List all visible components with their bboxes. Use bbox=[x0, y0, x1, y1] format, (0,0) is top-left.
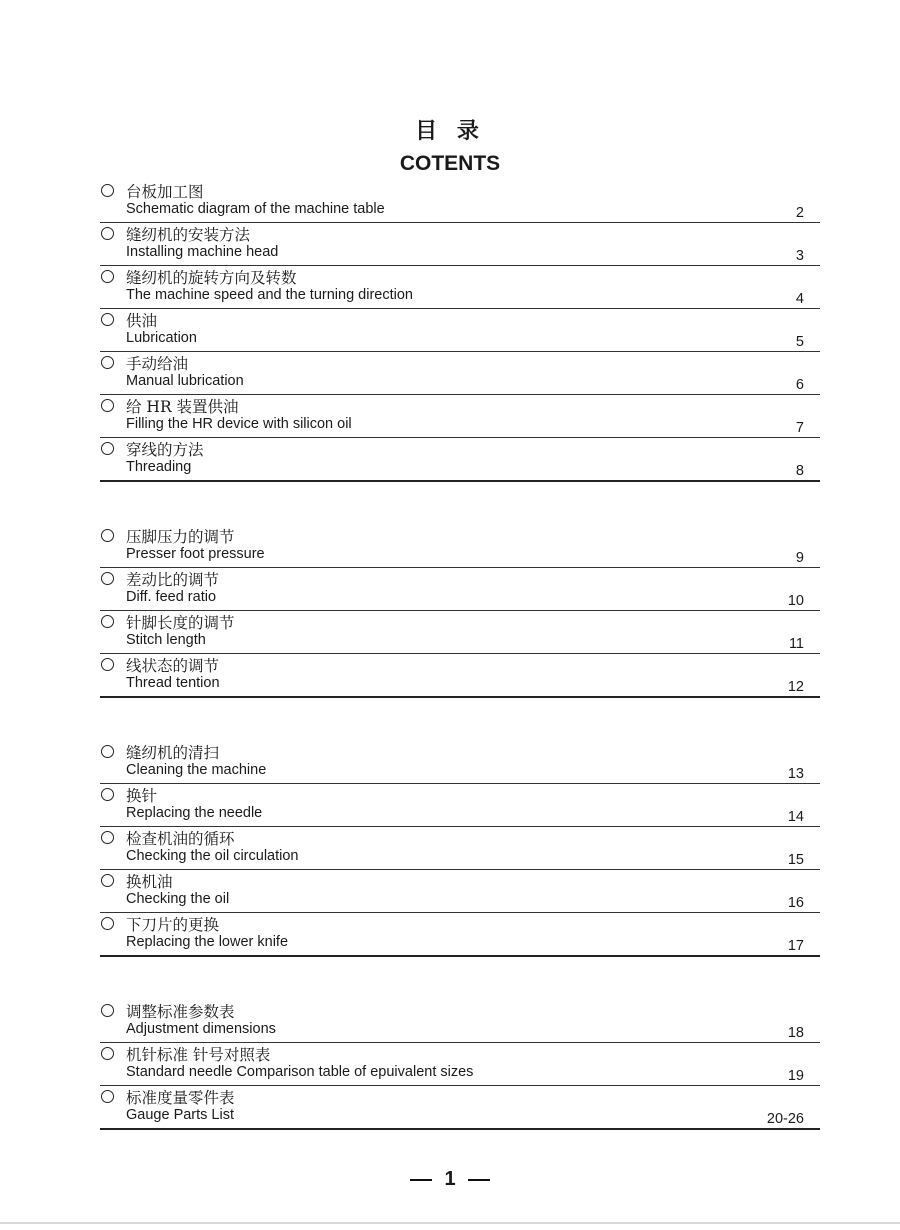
toc-entry bbox=[100, 223, 820, 266]
toc-entry bbox=[100, 784, 820, 827]
entry-title-chinese: 针脚长度的调节 bbox=[126, 614, 235, 632]
entry-title-chinese: 压脚压力的调节 bbox=[126, 528, 235, 546]
entry-page-number: 19 bbox=[787, 1068, 804, 1084]
bullet-circle-icon bbox=[101, 1047, 114, 1060]
entry-title-chinese: 台板加工图 bbox=[126, 183, 204, 201]
bullet-circle-icon bbox=[101, 615, 114, 628]
scan-edge-line bbox=[0, 1222, 900, 1224]
toc-entry bbox=[100, 870, 820, 913]
toc-group-4 bbox=[100, 1000, 820, 1129]
toc-group-1 bbox=[100, 180, 820, 481]
entry-title-english: Manual lubrication bbox=[126, 373, 244, 389]
entry-page-number: 8 bbox=[795, 463, 804, 479]
entry-underline bbox=[100, 955, 820, 957]
entry-page-number: 9 bbox=[795, 550, 804, 566]
bullet-circle-icon bbox=[101, 1004, 114, 1017]
entry-title-english: Installing machine head bbox=[126, 244, 279, 260]
entry-title-chinese: 下刀片的更换 bbox=[126, 916, 220, 934]
toc-entry bbox=[100, 913, 820, 956]
toc-entry bbox=[100, 1000, 820, 1043]
page-footer bbox=[0, 1168, 900, 1191]
toc-entry bbox=[100, 568, 820, 611]
entry-page-number: 15 bbox=[787, 852, 804, 868]
entry-title-chinese: 机针标准 针号对照表 bbox=[126, 1046, 271, 1064]
footer-dash-left bbox=[410, 1179, 432, 1181]
toc-entry bbox=[100, 1086, 820, 1129]
entry-title-english: Checking the oil circulation bbox=[126, 848, 299, 864]
entry-title-chinese: 穿线的方法 bbox=[126, 441, 204, 459]
entry-title-english: Gauge Parts List bbox=[126, 1107, 234, 1123]
entry-title-chinese: 标准度量零件表 bbox=[126, 1089, 235, 1107]
bullet-circle-icon bbox=[101, 529, 114, 542]
toc-entry bbox=[100, 654, 820, 697]
title-english: COTENTS bbox=[399, 152, 501, 175]
entry-title-english: Standard needle Comparison table of epuivalent sizes bbox=[126, 1064, 474, 1080]
toc-entry bbox=[100, 395, 820, 438]
bullet-circle-icon bbox=[101, 1090, 114, 1103]
entry-title-english: Replacing the needle bbox=[126, 805, 263, 821]
entry-title-english: Thread tention bbox=[126, 675, 220, 691]
entry-title-english: Replacing the lower knife bbox=[126, 934, 289, 950]
entry-title-english: Diff. feed ratio bbox=[126, 589, 217, 605]
toc-entry bbox=[100, 352, 820, 395]
entry-page-number: 3 bbox=[795, 248, 804, 264]
toc-entry bbox=[100, 438, 820, 481]
bullet-circle-icon bbox=[101, 831, 114, 844]
entry-underline bbox=[100, 1128, 820, 1130]
toc-entry bbox=[100, 611, 820, 654]
entry-title-chinese: 换针 bbox=[126, 787, 158, 805]
bullet-circle-icon bbox=[101, 442, 114, 455]
entry-title-chinese: 缝纫机的旋转方向及转数 bbox=[126, 269, 297, 287]
entry-title-english: Lubrication bbox=[126, 330, 197, 346]
entry-title-english: Adjustment dimensions bbox=[126, 1021, 276, 1037]
entry-title-chinese: 手动给油 bbox=[126, 355, 189, 373]
bullet-circle-icon bbox=[101, 270, 114, 283]
entry-page-number: 17 bbox=[787, 938, 804, 954]
entry-title-chinese: 给 HR 装置供油 bbox=[126, 398, 239, 416]
toc-entry bbox=[100, 741, 820, 784]
bullet-circle-icon bbox=[101, 399, 114, 412]
bullet-circle-icon bbox=[101, 313, 114, 326]
bullet-circle-icon bbox=[101, 917, 114, 930]
entry-underline bbox=[100, 480, 820, 482]
bullet-circle-icon bbox=[101, 184, 114, 197]
entry-page-number: 20-26 bbox=[766, 1111, 804, 1127]
footer-page-number: 1 bbox=[444, 1168, 456, 1190]
footer-dash-right bbox=[468, 1179, 490, 1181]
entry-page-number: 2 bbox=[795, 205, 804, 221]
title-chinese: 目 录 bbox=[415, 119, 485, 144]
entry-title-english: Schematic diagram of the machine table bbox=[126, 201, 385, 217]
entry-title-english: Stitch length bbox=[126, 632, 206, 648]
entry-title-chinese: 差动比的调节 bbox=[126, 571, 220, 589]
entry-page-number: 5 bbox=[795, 334, 804, 350]
entry-title-chinese: 调整标准参数表 bbox=[126, 1003, 235, 1021]
entry-title-chinese: 换机油 bbox=[126, 873, 173, 891]
entry-title-chinese: 检查机油的循环 bbox=[126, 830, 235, 848]
entry-title-chinese: 缝纫机的安装方法 bbox=[126, 226, 251, 244]
entry-title-english: The machine speed and the turning direction bbox=[126, 287, 413, 303]
toc-entry bbox=[100, 827, 820, 870]
entry-title-english: Checking the oil bbox=[126, 891, 230, 907]
entry-page-number: 4 bbox=[795, 291, 804, 307]
entry-page-number: 11 bbox=[788, 636, 804, 652]
entry-page-number: 13 bbox=[787, 766, 804, 782]
bullet-circle-icon bbox=[101, 227, 114, 240]
bullet-circle-icon bbox=[101, 572, 114, 585]
bullet-circle-icon bbox=[101, 356, 114, 369]
bullet-circle-icon bbox=[101, 745, 114, 758]
bullet-circle-icon bbox=[101, 658, 114, 671]
entry-title-chinese: 缝纫机的清扫 bbox=[126, 744, 220, 762]
toc-entry bbox=[100, 266, 820, 309]
entry-page-number: 14 bbox=[787, 809, 804, 825]
entry-page-number: 12 bbox=[787, 679, 804, 695]
entry-underline bbox=[100, 696, 820, 698]
entry-page-number: 18 bbox=[787, 1025, 804, 1041]
entry-page-number: 6 bbox=[795, 377, 804, 393]
entry-page-number: 10 bbox=[787, 593, 804, 609]
toc-entry bbox=[100, 309, 820, 352]
toc-group-2 bbox=[100, 525, 820, 697]
entry-title-english: Filling the HR device with silicon oil bbox=[126, 416, 352, 432]
entry-title-english: Presser foot pressure bbox=[126, 546, 265, 562]
toc-group-3 bbox=[100, 741, 820, 956]
entry-title-chinese: 线状态的调节 bbox=[126, 657, 220, 675]
entry-page-number: 16 bbox=[787, 895, 804, 911]
entry-page-number: 7 bbox=[795, 420, 804, 436]
entry-title-english: Threading bbox=[126, 459, 192, 475]
toc-entry bbox=[100, 180, 820, 223]
entry-title-english: Cleaning the machine bbox=[126, 762, 267, 778]
toc-entry bbox=[100, 525, 820, 568]
bullet-circle-icon bbox=[101, 874, 114, 887]
bullet-circle-icon bbox=[101, 788, 114, 801]
toc-entry bbox=[100, 1043, 820, 1086]
entry-title-chinese: 供油 bbox=[126, 312, 158, 330]
